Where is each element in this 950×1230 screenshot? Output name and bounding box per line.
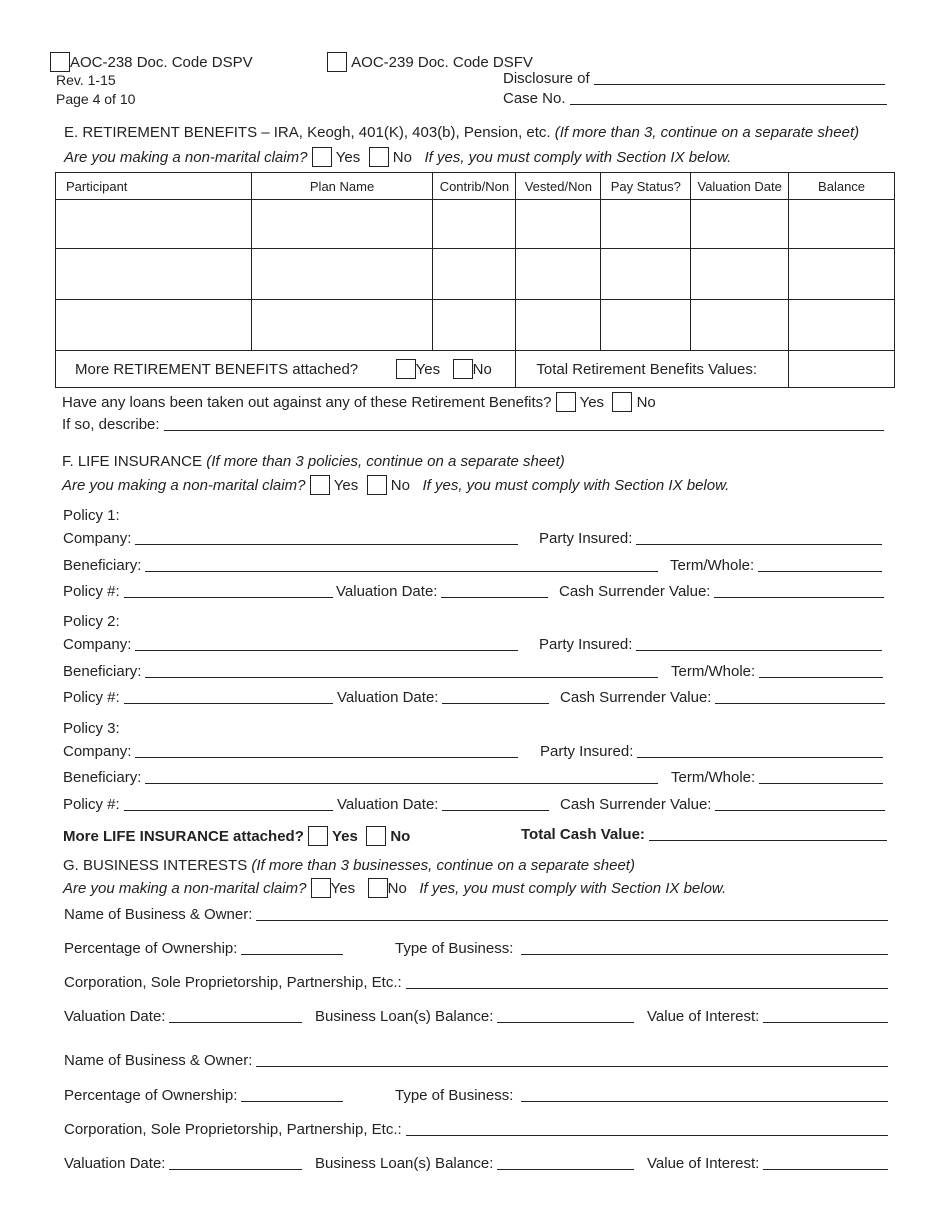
retirement-header-row	[56, 173, 895, 200]
aoc239-checkbox[interactable]	[327, 52, 347, 72]
policy-1-cash-row: Cash Surrender Value:	[559, 583, 884, 600]
policy-3-cash-row: Cash Surrender Value:	[560, 796, 885, 813]
policy-2-valuation-field[interactable]	[442, 689, 549, 704]
business-1-corp-row: Corporation, Sole Proprietorship, Partnership, Etc.:	[64, 974, 888, 991]
section-g-claim: Are you making a non-marital claim? Yes No If yes, you must comply with Section IX below.	[63, 880, 727, 897]
g-claim-yes-checkbox[interactable]	[311, 878, 331, 898]
business-1-pct-row: Percentage of Ownership:	[64, 940, 343, 957]
total-retirement-label: Total Retirement Benefits Values:	[516, 351, 789, 388]
business-1-name-row: Name of Business & Owner:	[64, 906, 888, 923]
more-retirement-cell: More RETIREMENT BENEFITS attached? Yes No	[56, 351, 516, 388]
policy-2-beneficiary-field[interactable]	[145, 663, 658, 678]
business-2-loan-row: Business Loan(s) Balance:	[315, 1155, 634, 1172]
f-claim-yes-checkbox[interactable]	[310, 475, 330, 495]
policy-2-cash-field[interactable]	[715, 689, 885, 704]
business-2-name-field[interactable]	[256, 1052, 888, 1067]
policy-1-cash-field[interactable]	[714, 583, 884, 598]
section-e-claim: Are you making a non-marital claim? Yes No If yes, you must comply with Section IX below.	[64, 149, 732, 166]
business-1-value-field[interactable]	[763, 1008, 888, 1023]
policy-1-term-row: Term/Whole:	[670, 557, 882, 574]
col-contrib: Contrib/Non	[433, 173, 516, 200]
total-cash-field[interactable]	[649, 826, 887, 841]
retirement-table	[55, 172, 895, 388]
policy-2-valuation-row: Valuation Date:	[337, 689, 549, 706]
page-number: Page 4 of 10	[56, 91, 136, 107]
section-g-title: G. BUSINESS INTERESTS (If more than 3 businesses, continue on a separate sheet)	[63, 857, 635, 874]
policy-2-insured-row: Party Insured:	[539, 636, 882, 653]
more-retirement-yes-checkbox[interactable]	[396, 359, 416, 379]
policy-2-company-field[interactable]	[135, 636, 518, 651]
section-f-claim: Are you making a non-marital claim? Yes No If yes, you must comply with Section IX below.	[62, 477, 730, 494]
policy-3-insured-row: Party Insured:	[540, 743, 883, 760]
total-retirement-field[interactable]	[789, 351, 895, 388]
f-claim-no-checkbox[interactable]	[367, 475, 387, 495]
policy-2-company-row: Company:	[63, 636, 518, 653]
loans-no-checkbox[interactable]	[612, 392, 632, 412]
policy-3-term-row: Term/Whole:	[671, 769, 883, 786]
business-2-name-row: Name of Business & Owner:	[64, 1052, 888, 1069]
policy-1-insured-field[interactable]	[636, 530, 882, 545]
business-2-pct-field[interactable]	[241, 1087, 343, 1102]
business-1-valuation-row: Valuation Date:	[64, 1008, 302, 1025]
policy-1-valuation-row: Valuation Date:	[336, 583, 548, 600]
policy-2-number-row: Policy #:	[63, 689, 333, 706]
policy-1-beneficiary-row: Beneficiary:	[63, 557, 658, 574]
loans-yes-checkbox[interactable]	[556, 392, 576, 412]
policy-1-number-row: Policy #:	[63, 583, 333, 600]
business-1-loan-field[interactable]	[497, 1008, 634, 1023]
policy-2-term-field[interactable]	[759, 663, 883, 678]
business-2-valuation-field[interactable]	[169, 1155, 302, 1170]
total-cash-row: Total Cash Value:	[521, 826, 887, 843]
col-participant: Participant	[56, 173, 252, 200]
describe-label: If so, describe:	[62, 416, 160, 433]
policy-2-label: Policy 2:	[63, 613, 120, 630]
business-1-pct-field[interactable]	[241, 940, 343, 955]
policy-3-insured-field[interactable]	[637, 743, 883, 758]
col-balance: Balance	[789, 173, 895, 200]
policy-2-insured-field[interactable]	[636, 636, 882, 651]
table-row	[56, 249, 895, 300]
revision: Rev. 1-15	[56, 72, 116, 88]
disclosure-label: Disclosure of	[503, 70, 590, 87]
section-e-title: E. RETIREMENT BENEFITS – IRA, Keogh, 401(K), 403(b), Pension, etc. (If more than 3, continue on a separate sheet)	[64, 124, 860, 141]
business-2-corp-field[interactable]	[406, 1121, 888, 1136]
policy-1-number-field[interactable]	[124, 583, 333, 598]
retirement-footer-row	[56, 351, 895, 388]
disclosure-field[interactable]	[594, 70, 885, 85]
more-retirement-no-checkbox[interactable]	[453, 359, 473, 379]
business-2-corp-row: Corporation, Sole Proprietorship, Partnership, Etc.:	[64, 1121, 888, 1138]
aoc239-option	[327, 52, 533, 72]
policy-3-number-row: Policy #:	[63, 796, 333, 813]
table-row	[56, 200, 895, 249]
business-1-type-row: Type of Business:	[395, 940, 888, 957]
business-1-type-field[interactable]	[521, 940, 888, 955]
policy-1-company-field[interactable]	[135, 530, 518, 545]
e-claim-no-checkbox[interactable]	[369, 147, 389, 167]
policy-3-beneficiary-field[interactable]	[145, 769, 658, 784]
aoc238-option	[50, 52, 253, 72]
aoc238-label: AOC-238 Doc. Code DSPV	[70, 54, 253, 71]
business-1-name-field[interactable]	[256, 906, 888, 921]
disclosure-row	[503, 70, 885, 87]
e-claim-yes-checkbox[interactable]	[312, 147, 332, 167]
policy-2-number-field[interactable]	[124, 689, 333, 704]
policy-3-term-field[interactable]	[759, 769, 883, 784]
case-row	[503, 90, 887, 107]
col-pay-status: Pay Status?	[601, 173, 691, 200]
more-life-insurance: More LIFE INSURANCE attached? Yes No	[63, 828, 411, 845]
loans-describe-row	[62, 416, 884, 433]
policy-1-label: Policy 1:	[63, 507, 120, 524]
policy-3-cash-field[interactable]	[715, 796, 885, 811]
more-life-no-checkbox[interactable]	[366, 826, 386, 846]
col-plan-name: Plan Name	[251, 173, 433, 200]
policy-3-valuation-field[interactable]	[442, 796, 549, 811]
policy-3-valuation-row: Valuation Date:	[337, 796, 549, 813]
business-2-pct-row: Percentage of Ownership:	[64, 1087, 343, 1104]
business-2-type-row: Type of Business:	[395, 1087, 888, 1104]
more-life-yes-checkbox[interactable]	[308, 826, 328, 846]
policy-3-number-field[interactable]	[124, 796, 333, 811]
col-vested: Vested/Non	[516, 173, 601, 200]
business-2-loan-field[interactable]	[497, 1155, 634, 1170]
policy-1-beneficiary-field[interactable]	[145, 557, 658, 572]
policy-1-insured-row: Party Insured:	[539, 530, 882, 547]
policy-1-valuation-field[interactable]	[441, 583, 548, 598]
policy-1-company-row: Company:	[63, 530, 518, 547]
table-row	[56, 300, 895, 351]
policy-2-beneficiary-row: Beneficiary:	[63, 663, 658, 680]
aoc238-checkbox[interactable]	[50, 52, 70, 72]
case-label: Case No.	[503, 90, 566, 107]
business-1-corp-field[interactable]	[406, 974, 888, 989]
case-number-field[interactable]	[570, 90, 887, 105]
section-f-title: F. LIFE INSURANCE (If more than 3 policies, continue on a separate sheet)	[62, 453, 565, 470]
policy-3-beneficiary-row: Beneficiary:	[63, 769, 658, 786]
business-1-value-row: Value of Interest:	[647, 1008, 888, 1025]
policy-3-label: Policy 3:	[63, 720, 120, 737]
business-1-loan-row: Business Loan(s) Balance:	[315, 1008, 634, 1025]
loans-question: Have any loans been taken out against any of these Retirement Benefits? Yes No	[62, 394, 656, 411]
loans-describe-field[interactable]	[164, 416, 884, 431]
col-valuation-date: Valuation Date	[691, 173, 789, 200]
business-2-value-field[interactable]	[763, 1155, 888, 1170]
policy-3-company-field[interactable]	[135, 743, 518, 758]
business-2-value-row: Value of Interest:	[647, 1155, 888, 1172]
policy-2-cash-row: Cash Surrender Value:	[560, 689, 885, 706]
policy-2-term-row: Term/Whole:	[671, 663, 883, 680]
business-2-type-field[interactable]	[521, 1087, 888, 1102]
g-claim-no-checkbox[interactable]	[368, 878, 388, 898]
business-2-valuation-row: Valuation Date:	[64, 1155, 302, 1172]
business-1-valuation-field[interactable]	[169, 1008, 302, 1023]
aoc239-label: AOC-239 Doc. Code DSFV	[351, 54, 533, 71]
policy-3-company-row: Company:	[63, 743, 518, 760]
policy-1-term-field[interactable]	[758, 557, 882, 572]
